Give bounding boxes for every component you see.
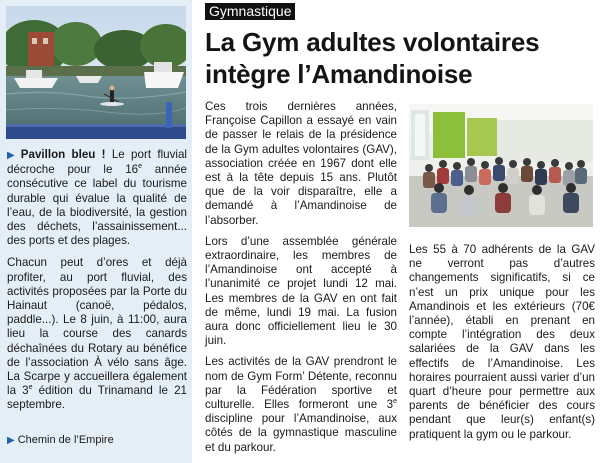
sidebar-p2-sup: e xyxy=(28,384,33,392)
sidebar-paragraph-1 xyxy=(7,148,187,248)
body-paragraph-2: Lors d’une assemblée générale extraordinaire, les membres de l’Amandinoise ont accepté à l’unanimité ce projet lundi 12 mai. Les membres de la GAV en ont fait de même, lundi 19 mai. La fusion aura donc officiellement lieu le 30 juin. xyxy=(205,234,397,348)
sidebar-p2-a: Chacun peut d’ores et déjà profiter, au port fluvial, des activités proposées par la Porte du Hainaut (canoë, pédalos, paddle...). Le 8 juin, à 11:00, aura lieu la course des canards déchaînées du Rotary au bénéfice de l’association À vélo sans âge. La Scarpe y accueillera également la 3 xyxy=(7,256,187,398)
triangle-bullet-icon: ▶ xyxy=(7,150,18,161)
sidebar-brief xyxy=(0,0,192,463)
body-paragraph-4: Les 55 à 70 adhérents de la GAV ne verront pas d’autres changements significatifs, si ce n’est un prix unique pour les Amandinois et les extérieurs (70€ l’année), établi en prenant en compte l’intégration des deux salariées de la GAV dans les effectifs de l’Amandinoise. Les horaires pourraient aussi varier d’un quart d’heure pour permettre aux parents de bénéficier des cours pendant que leur(s) enfant(s) pratiquent la gym ou le parkour. xyxy=(409,243,595,441)
sidebar-p1-a: Le port fluvial décroche pour le 16 xyxy=(7,148,187,177)
meeting-photo xyxy=(409,104,593,227)
article-column-right xyxy=(409,243,595,442)
sidebar-p1-sup: e xyxy=(138,163,142,171)
sidebar-p1-b: année consécutive ce label du tourisme durable qui évalue la qualité de l’eau, de la biodiversité, la gestion des déchets, l’assainissement... des ports et des plages. xyxy=(7,163,187,248)
headline-line-1: La Gym adultes volontaires xyxy=(205,27,540,57)
sidebar-text xyxy=(7,148,187,413)
sidebar-p2-b: édition du Trinamand le 21 septembre. xyxy=(7,384,187,412)
location-credit xyxy=(7,434,114,446)
body-p3-b: discipline pour l’Amandinoise, aux côtés de la gymnastique masculine et du parkour. xyxy=(205,412,397,454)
harbor-photo xyxy=(6,6,186,139)
body-paragraph-1: Ces trois dernières années, Françoise Capillon a essayé en vain de passer le relais de la présidence de la Gym adultes volontaires (GAV), association créée en 1967 dont elle est à la tête depuis 15 ans. Plutôt que de la voir disparaître, elle a demandé à l’Amandinoise de l’absorber. xyxy=(205,100,397,227)
location-pin-icon: ▶ xyxy=(7,435,15,446)
article-column-middle xyxy=(205,100,397,455)
body-paragraph-3 xyxy=(205,355,397,454)
body-p3-sup: e xyxy=(393,398,397,406)
article-headline xyxy=(205,26,595,90)
location-text: Chemin de l’Empire xyxy=(17,434,114,446)
meeting-photo-illustration xyxy=(409,104,593,227)
sidebar-title: Pavillon bleu ! xyxy=(20,148,106,161)
headline-line-2: intègre l’Amandinoise xyxy=(205,59,473,89)
harbor-photo-illustration xyxy=(6,6,186,139)
body-p3-a: Les activités de la GAV prendront le nom de Gym Form’ Détente, reconnu par la Fédération sportive et culturelle. Elles formeront une 3 xyxy=(205,355,397,412)
category-tag: Gymnastique xyxy=(205,3,295,20)
sidebar-paragraph-2 xyxy=(7,256,187,412)
